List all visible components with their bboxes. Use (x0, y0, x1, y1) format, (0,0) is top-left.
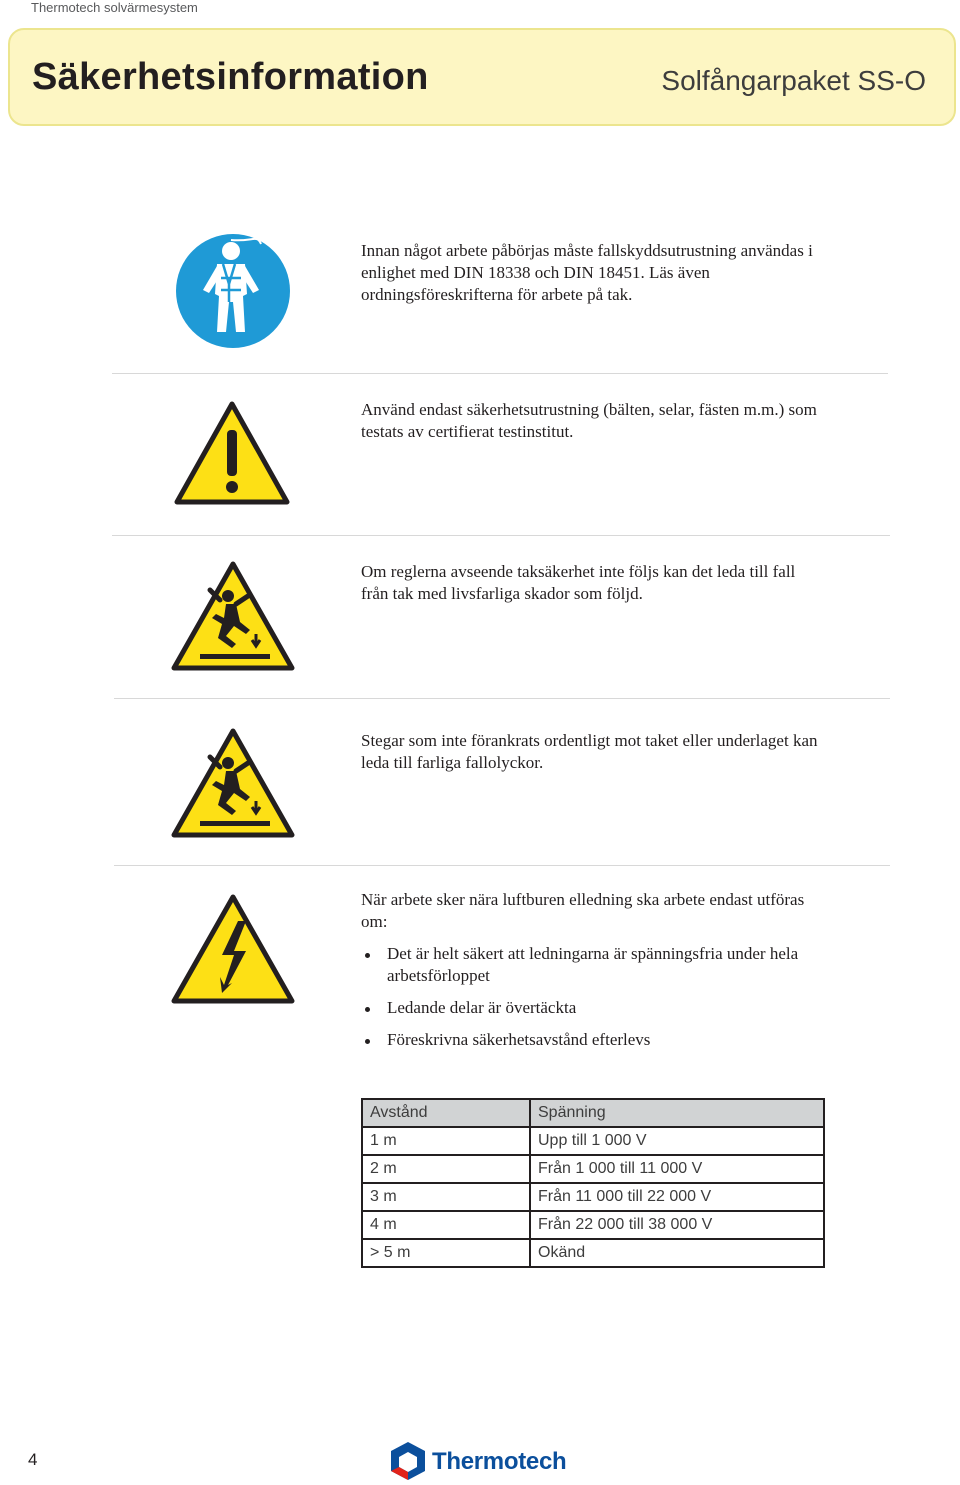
voltage-cell: Från 11 000 till 22 000 V (530, 1183, 824, 1211)
voltage-cell: Från 1 000 till 11 000 V (530, 1155, 824, 1183)
section-divider (112, 373, 888, 374)
company-label: Thermotech solvärmesystem (31, 0, 198, 15)
voltage-cell: Upp till 1 000 V (530, 1127, 824, 1155)
thermotech-logo-icon (388, 1440, 428, 1482)
list-item: Det är helt säkert att ledningarna är spänningsfria under hela arbetsförloppet (361, 943, 831, 987)
section-divider (114, 698, 890, 699)
list-item: Ledande delar är övertäckta (361, 997, 831, 1019)
conditions-list (361, 943, 831, 1061)
table-row (362, 1155, 824, 1183)
fall-hazard-icon (170, 727, 296, 839)
distance-cell: 2 m (362, 1155, 530, 1183)
table-header-row (362, 1099, 824, 1127)
table-row (362, 1127, 824, 1155)
voltage-cell: Från 22 000 till 38 000 V (530, 1211, 824, 1239)
harness-mandatory-icon (173, 232, 293, 350)
section-text-harness: Innan något arbete påbörjas måste fallskyddsutrustning användas i enlighet med DIN 18338 och DIN 18451. Läs även ordningsföreskrifterna för arbete på tak. (361, 241, 813, 304)
distance-cell: 4 m (362, 1211, 530, 1239)
section-divider (114, 865, 890, 866)
distance-cell: > 5 m (362, 1239, 530, 1267)
section-text-roof-safety: Om reglerna avseende taksäkerhet inte följs kan det leda till fall från tak med livsfarliga skador som följd. (361, 562, 796, 603)
column-header-distance: Avstånd (362, 1099, 530, 1127)
distance-cell: 1 m (362, 1127, 530, 1155)
column-header-voltage: Spänning (530, 1099, 824, 1127)
table-row (362, 1183, 824, 1211)
distance-voltage-table (361, 1098, 825, 1268)
table-row (362, 1211, 824, 1239)
section-text-power-lines: När arbete sker nära luftburen elledning ska arbete endast utföras om: (361, 890, 805, 931)
table-row (362, 1239, 824, 1267)
page-number: 4 (28, 1450, 38, 1469)
section-divider (112, 535, 890, 536)
page-subtitle: Solfångarpaket SS-O (661, 65, 926, 96)
page-title: Säkerhetsinformation (32, 56, 429, 98)
thermotech-logo-text: Thermotech (432, 1448, 567, 1475)
section-text-ladders: Stegar som inte förankrats ordentligt mot taket eller underlaget kan leda till farliga fallolyckor. (361, 731, 818, 772)
electric-hazard-icon (170, 893, 296, 1005)
voltage-cell: Okänd (530, 1239, 824, 1267)
section-text-equipment: Använd endast säkerhetsutrustning (bälten, selar, fästen m.m.) som testats av certifierat testinstitut. (361, 400, 817, 441)
list-item: Föreskrivna säkerhetsavstånd efterlevs (361, 1029, 831, 1051)
warning-exclamation-icon (173, 400, 291, 506)
title-banner (8, 28, 956, 126)
distance-cell: 3 m (362, 1183, 530, 1211)
fall-hazard-icon (170, 560, 296, 672)
